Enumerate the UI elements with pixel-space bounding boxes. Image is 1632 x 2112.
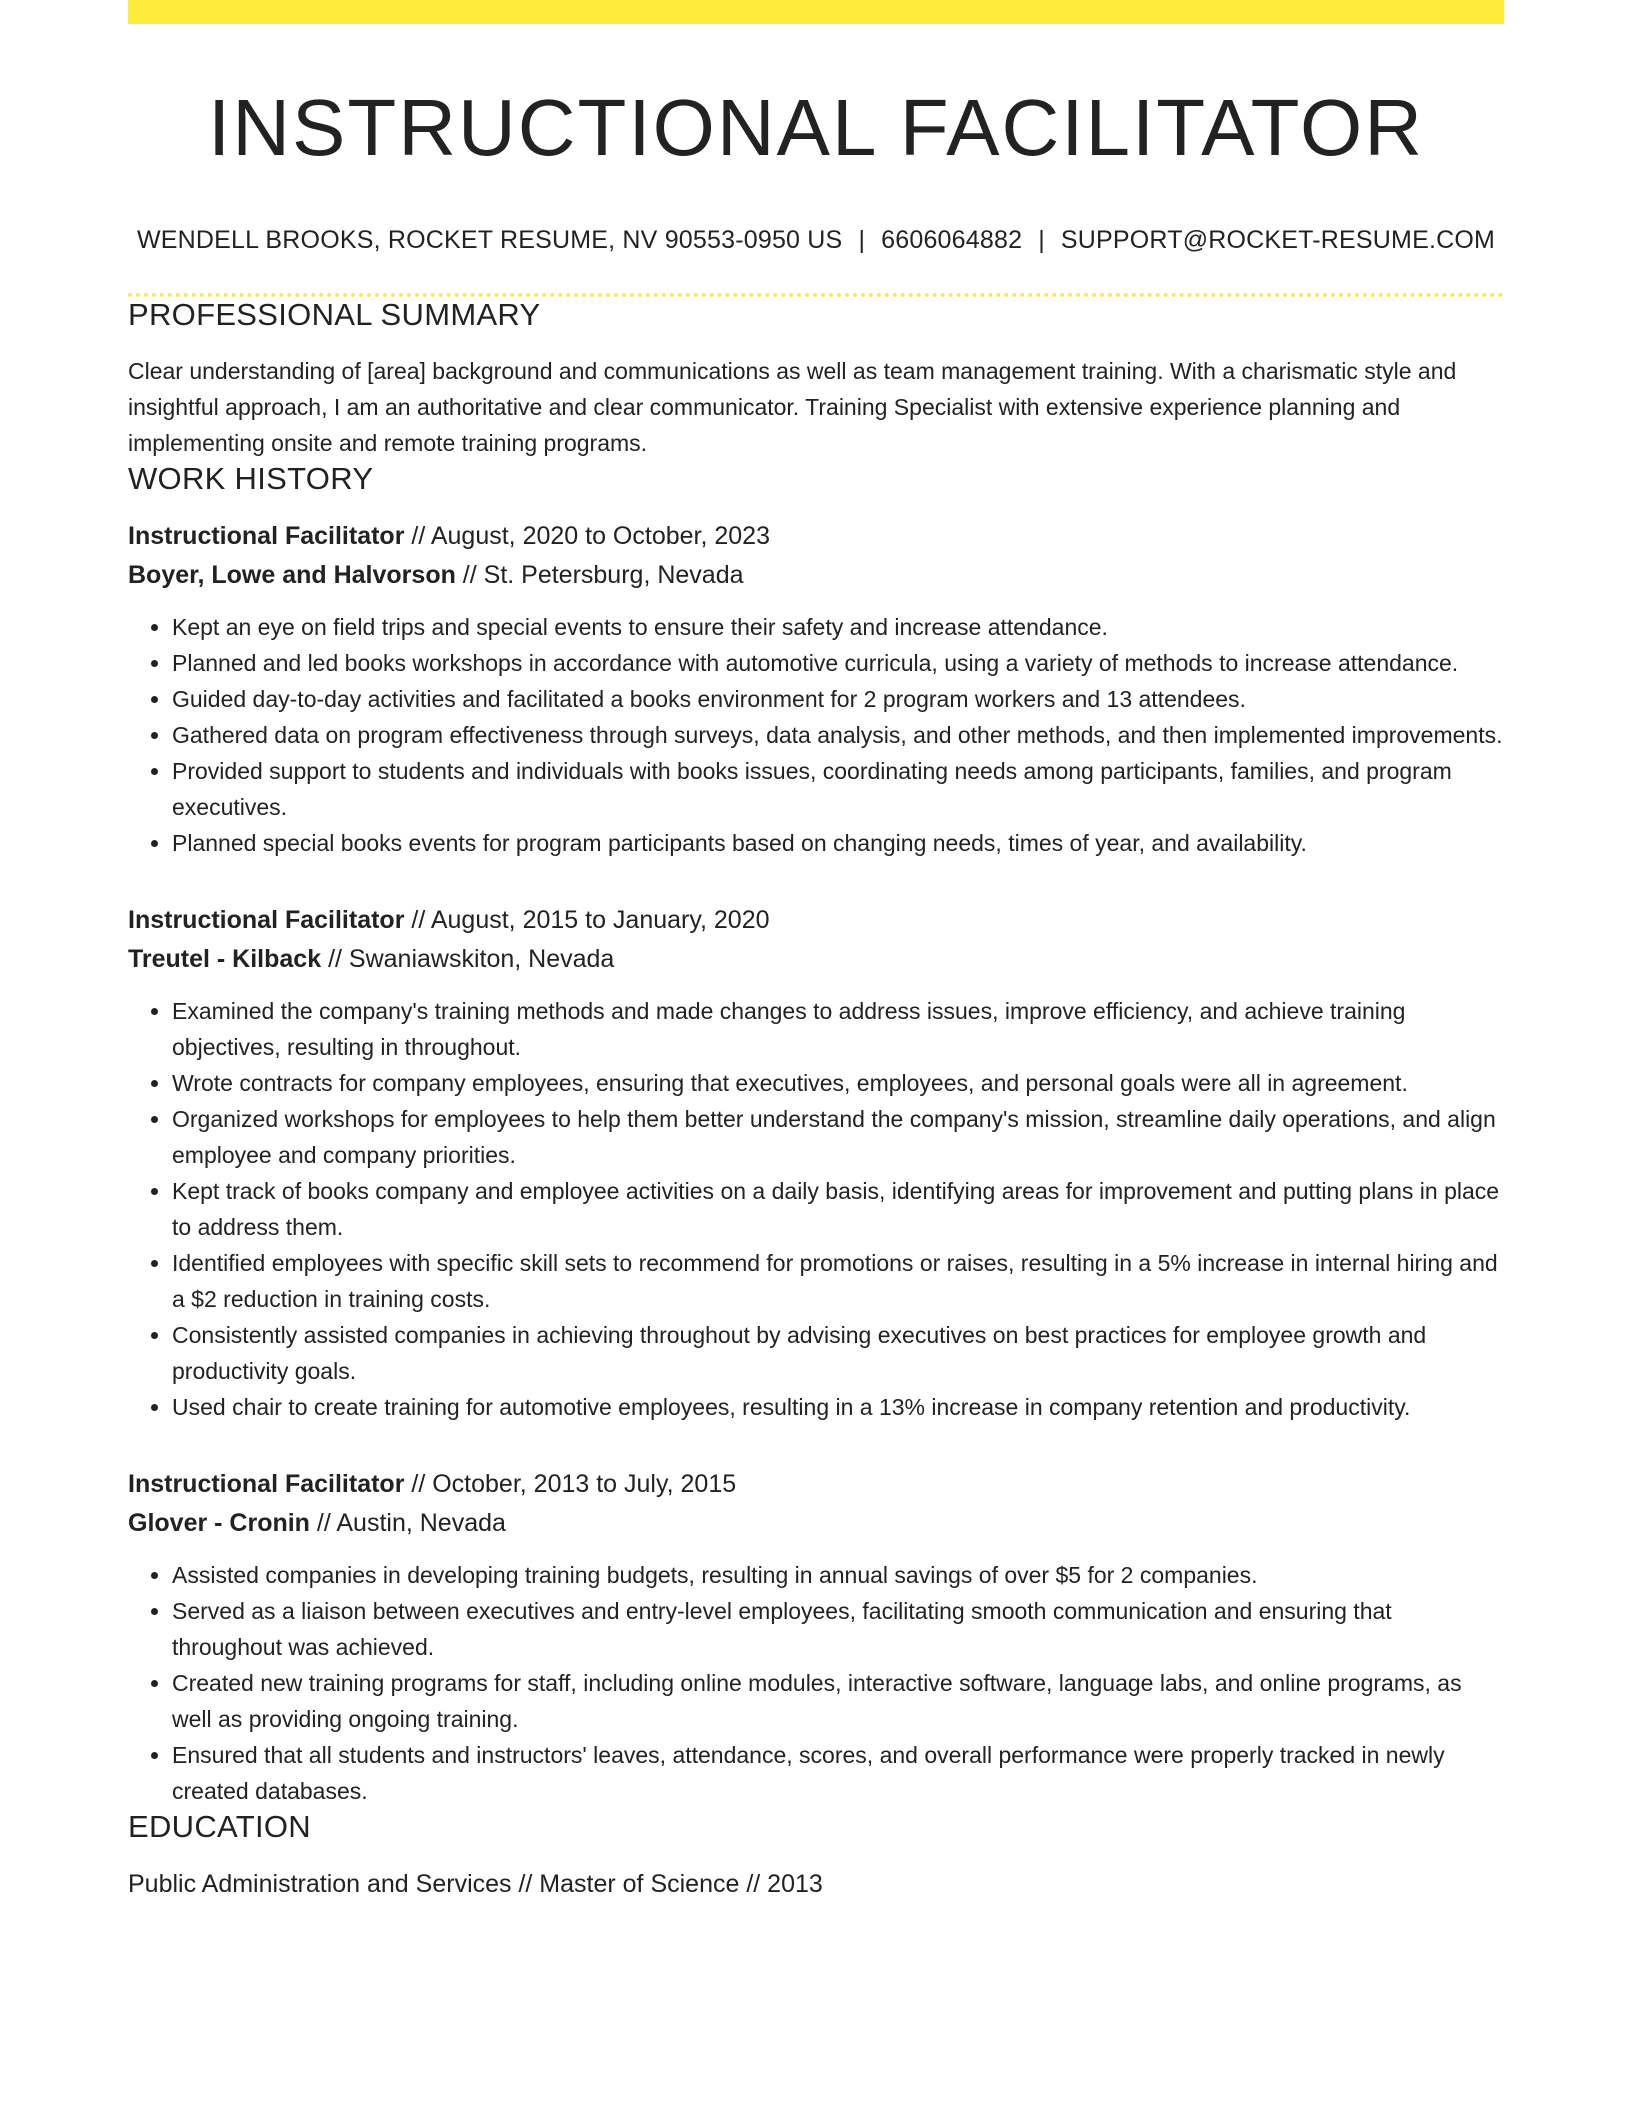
job-title-line (128, 517, 1504, 556)
education-entry: Public Administration and Services // Master of Science // 2013 (128, 1870, 823, 1898)
job-location: // St. Petersburg, Nevada (455, 561, 744, 589)
job-bullet: • Wrote contracts for company employees, ensuring that executives, employees, and personal goals were all in agreement. (172, 1065, 1504, 1101)
job-bullet: • Examined the company's training methods and made changes to address issues, improve efficiency, and achieve training objectives, resulting in throughout. (172, 993, 1504, 1065)
job-dates: // August, 2015 to January, 2020 (404, 906, 770, 934)
job-company: Treutel - Kilback (128, 945, 322, 973)
job-dates: // October, 2013 to July, 2015 (404, 1470, 737, 1498)
job-entry (128, 517, 1504, 861)
job-bullet: • Served as a liaison between executives and entry-level employees, facilitating smooth communication and ensuring that throughout was achieved. (172, 1593, 1504, 1665)
contact-email: SUPPORT@ROCKET-RESUME.COM (1060, 226, 1496, 254)
job-bullet: • Ensured that all students and instructors' leaves, attendance, scores, and overall performance were properly tracked in newly created databases. (172, 1737, 1504, 1809)
resume-content (128, 24, 1504, 1904)
job-bullet: • Planned special books events for program participants based on changing needs, times of year, and availability. (172, 825, 1504, 861)
job-bullet: • Consistently assisted companies in achieving throughout by advising executives on best practices for employee growth and productivity goals. (172, 1317, 1504, 1389)
job-bullet: • Created new training programs for staff, including online modules, interactive software, language labs, and online programs, as well as providing ongoing training. (172, 1665, 1504, 1737)
resume-title: INSTRUCTIONAL FACILITATOR (207, 83, 1425, 172)
job-bullet: • Planned and led books workshops in accordance with automotive curricula, using a variety of methods to increase attendance. (172, 645, 1504, 681)
job-company-line (128, 940, 1504, 979)
job-entry (128, 1465, 1504, 1809)
job-bullets (128, 993, 1504, 1425)
job-title-line (128, 1465, 1504, 1504)
job-bullet: • Used chair to create training for automotive employees, resulting in a 13% increase in company retention and productivity. (172, 1389, 1504, 1425)
summary-text: Clear understanding of [area] background and communications as well as team management training. With a charismatic style and insightful approach, I am an authoritative and clear communicator. Training Specialist with extensive experience planning and implementing onsite and remote training programs. (128, 358, 1457, 456)
job-company: Glover - Cronin (128, 1509, 310, 1537)
job-bullets (128, 609, 1504, 861)
job-entry (128, 901, 1504, 1425)
job-bullet: • Guided day-to-day activities and facilitated a books environment for 2 program workers and 13 attendees. (172, 681, 1504, 717)
job-location: // Swaniawskiton, Nevada (321, 945, 615, 973)
top-accent-bar (128, 0, 1504, 24)
job-dates: // August, 2020 to October, 2023 (404, 522, 770, 550)
job-company-line (128, 556, 1504, 595)
job-bullet: • Kept an eye on field trips and special events to ensure their safety and increase attendance. (172, 609, 1504, 645)
job-bullet: • Provided support to students and individuals with books issues, coordinating needs among participants, families, and program executives. (172, 753, 1504, 825)
contact-separator: | (1038, 226, 1045, 254)
job-bullet: • Kept track of books company and employee activities on a daily basis, identifying areas for improvement and putting plans in place to address them. (172, 1173, 1504, 1245)
job-company: Boyer, Lowe and Halvorson (128, 561, 456, 589)
section-heading-education: EDUCATION (128, 1809, 311, 1844)
job-bullet: • Gathered data on program effectiveness through surveys, data analysis, and other methods, and then implemented improvements. (172, 717, 1504, 753)
work-history-list (128, 517, 1504, 1809)
job-company-line (128, 1504, 1504, 1543)
job-location: // Austin, Nevada (309, 1509, 506, 1537)
job-bullets (128, 1557, 1504, 1809)
contact-separator: | (858, 226, 866, 254)
job-title: Instructional Facilitator (128, 522, 405, 550)
job-title-line (128, 901, 1504, 940)
contact-phone: 6606064882 (881, 226, 1023, 254)
job-bullet: • Organized workshops for employees to help them better understand the company's mission, streamline daily operations, and align employee and company priorities. (172, 1101, 1504, 1173)
contact-address: WENDELL BROOKS, ROCKET RESUME, NV 90553-0950 US (136, 226, 843, 254)
job-bullet: • Identified employees with specific skill sets to recommend for promotions or raises, resulting in a 5% increase in internal hiring and a $2 reduction in training costs. (172, 1245, 1504, 1317)
job-title: Instructional Facilitator (128, 1470, 405, 1498)
section-heading-summary: PROFESSIONAL SUMMARY (128, 297, 541, 332)
job-title: Instructional Facilitator (128, 906, 405, 934)
contact-line (128, 226, 1504, 255)
job-bullet: • Assisted companies in developing training budgets, resulting in annual savings of over $5 for 2 companies. (172, 1557, 1504, 1593)
section-heading-work-history: WORK HISTORY (128, 461, 374, 496)
